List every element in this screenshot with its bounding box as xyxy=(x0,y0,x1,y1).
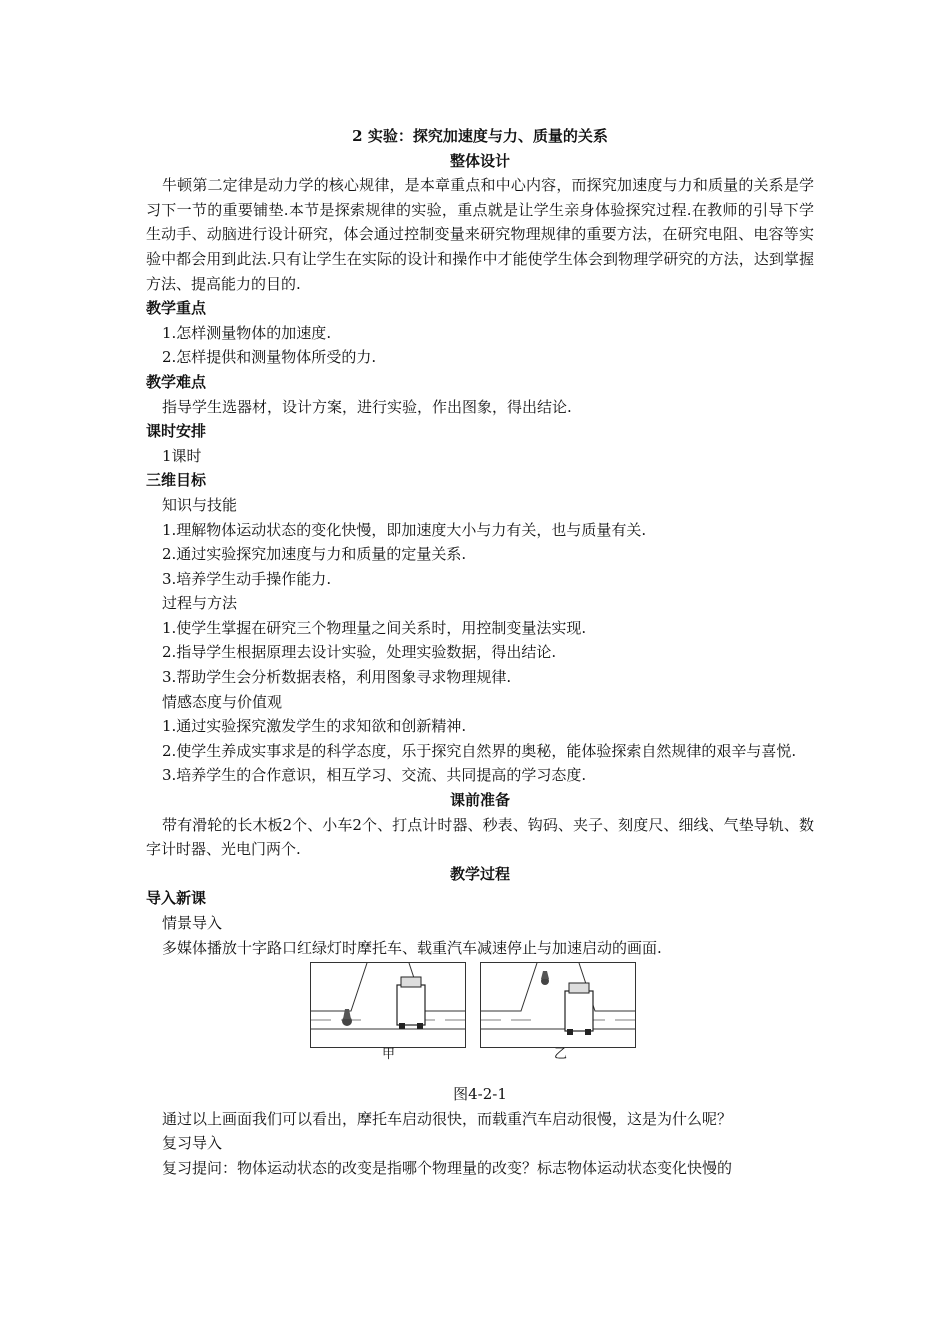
objective-item: 1.理解物体运动状态的变化快慢，即加速度大小与力有关，也与质量有关. xyxy=(162,520,647,539)
review-text: 复习提问：物体运动状态的改变是指哪个物理量的改变？标志物体运动状态变化快慢的 xyxy=(162,1158,733,1177)
difficulties-text: 指导学生选器材，设计方案，进行实验，作出图象，得出结论. xyxy=(162,397,572,416)
scene-text: 多媒体播放十字路口红绿灯时摩托车、载重汽车减速停止与加速启动的画面. xyxy=(162,938,662,957)
figure-sublabel-yi: 乙 xyxy=(554,1047,568,1063)
section-heading-process: 教学过程 xyxy=(449,864,510,883)
figure-traffic xyxy=(146,962,814,1062)
document-title: 2 实验：探究加速度与力、质量的关系 xyxy=(352,127,608,145)
heading-schedule: 课时安排 xyxy=(146,422,207,441)
figure-caption: 图4-2-1 xyxy=(453,1085,507,1104)
key-point-item: 2.怎样提供和测量物体所受的力. xyxy=(162,348,377,367)
objective-item: 3.帮助学生会分析数据表格，利用图象寻求物理规律. xyxy=(162,668,512,687)
objective-item: 1.通过实验探究激发学生的求知欲和创新精神. xyxy=(162,717,467,736)
overall-paragraph: 牛顿第二定律是动力学的核心规律，是本章重点和中心内容，而探究加速度与力和质量的关系是学习下一节的重要铺垫.本节是探索规律的实验，重点就是让学生亲身体验探究过程.在教师的引导下学生动手、动脑进行设计研究，体会通过控制变量来研究物理规律的重要方法，在研究电阻、电容等实验中都会用到此法.只有让学生在实际的设计和操作中才能使学生体会到物理学研究的方法，达到掌握方法、提高能力的目的. xyxy=(146,176,814,293)
heading-objectives: 三维目标 xyxy=(146,471,207,490)
document-body xyxy=(146,124,814,1181)
heading-key-points: 教学重点 xyxy=(146,299,207,318)
truck-shape xyxy=(397,985,425,1025)
objective-item: 1.使学生掌握在研究三个物理量之间关系时，用控制变量法实现. xyxy=(162,618,587,637)
section-heading-preparation: 课前准备 xyxy=(449,791,510,810)
objective-group-label: 过程与方法 xyxy=(162,594,238,613)
review-label: 复习导入 xyxy=(162,1134,223,1153)
heading-intro: 导入新课 xyxy=(146,889,207,908)
objective-item: 2.使学生养成实事求是的科学态度，乐于探究自然界的奥秘，能体验探索自然规律的艰辛与喜悦. xyxy=(162,741,797,760)
figure-panel-yi xyxy=(480,962,636,1048)
objective-item: 3.培养学生动手操作能力. xyxy=(162,569,332,588)
objective-item: 3.培养学生的合作意识，相互学习、交流、共同提高的学习态度. xyxy=(162,766,587,785)
objective-group-label: 知识与技能 xyxy=(162,495,238,514)
figure-sublabel-jia: 甲 xyxy=(382,1047,396,1063)
objective-item: 2.通过实验探究加速度与力和质量的定量关系. xyxy=(162,545,467,564)
heading-difficulties: 教学难点 xyxy=(146,372,207,391)
section-heading-overall: 整体设计 xyxy=(449,151,510,170)
objective-group-label: 情感态度与价值观 xyxy=(162,692,283,711)
figure-panel-jia xyxy=(310,962,466,1048)
intersection-illustration-jia xyxy=(311,963,465,1047)
scene-label: 情景导入 xyxy=(162,914,223,932)
question-text: 通过以上画面我们可以看出，摩托车启动很快，而载重汽车启动很慢，这是为什么呢？ xyxy=(162,1109,733,1128)
truck-shape xyxy=(565,991,593,1031)
intersection-illustration-yi xyxy=(481,963,635,1047)
preparation-text: 带有滑轮的长木板2个、小车2个、打点计时器、秒表、钩码、夹子、刻度尺、细线、气垫导轨、数字计时器、光电门两个. xyxy=(146,815,814,859)
schedule-text: 1课时 xyxy=(162,446,202,465)
key-point-item: 1.怎样测量物体的加速度. xyxy=(162,323,332,342)
objective-item: 2.指导学生根据原理去设计实验，处理实验数据，得出结论. xyxy=(162,643,557,662)
